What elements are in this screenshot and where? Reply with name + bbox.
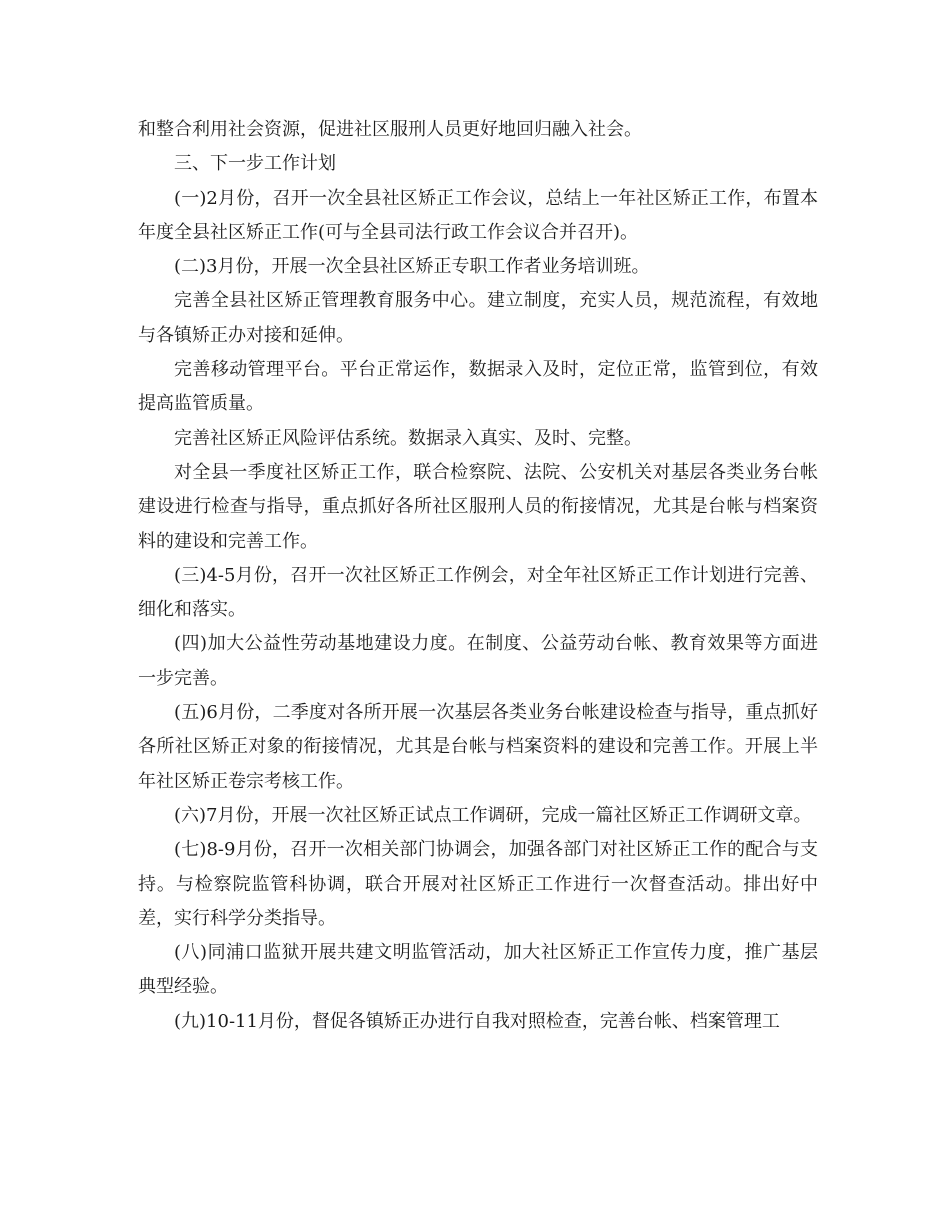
- section-heading: 三、下一步工作计划: [174, 153, 336, 175]
- paragraph-risk-assessment: 完善社区矫正风险评估系统。数据录入真实、及时、完整。: [174, 427, 642, 449]
- paragraph-item-4: (四)加大公益性劳动基地建设力度。在制度、公益劳动台帐、教育效果等方面进一步完善。: [138, 633, 818, 689]
- paragraph-item-2: (二)3月份，开展一次全县社区矫正专职工作者业务培训班。: [174, 256, 650, 278]
- paragraph-item-5: (五)6月份，二季度对各所开展一次基层各类业务台帐建设检查与指导，重点抓好各所社区矫正对象的衔接情况，尤其是台帐与档案资料的建设和完善工作。开展上半年社区矫正卷宗考核工作。: [138, 702, 818, 792]
- paragraph-item-3: (三)4-5月份，召开一次社区矫正工作例会，对全年社区矫正工作计划进行完善、细化和落实。: [138, 564, 818, 621]
- paragraph-mobile-platform: 完善移动管理平台。平台正常运作，数据录入及时，定位正常，监管到位，有效提高监管质量。: [138, 359, 818, 415]
- paragraph-item-9: (九)10-11月份，督促各镇矫正办进行自我对照检查，完善台帐、档案管理工: [174, 1010, 780, 1032]
- paragraph-item-7: (七)8-9月份，召开一次相关部门协调会，加强各部门对社区矫正工作的配合与支持。与检察院监管科协调，联合开展对社区矫正工作进行一次督查活动。排出好中差，实行科学分类指导。: [138, 839, 818, 929]
- paragraph-continuation: 和整合利用社会资源，促进社区服刑人员更好地回归融入社会。: [138, 119, 642, 140]
- paragraph-item-8: (八)同浦口监狱开展共建文明监管活动，加大社区矫正工作宣传力度，推广基层典型经验。: [138, 942, 818, 998]
- document-body: [138, 113, 818, 1039]
- paragraph-service-center: 完善全县社区矫正管理教育服务中心。建立制度，充实人员，规范流程，有效地与各镇矫正办对接和延伸。: [138, 290, 818, 346]
- paragraph-q1-inspection: 对全县一季度社区矫正工作，联合检察院、法院、公安机关对基层各类业务台帐建设进行检查与指导，重点抓好各所社区服刑人员的衔接情况，尤其是台帐与档案资料的建设和完善工作。: [138, 461, 818, 552]
- paragraph-item-1: (一)2月份，召开一次全县社区矫正工作会议，总结上一年社区矫正工作，布置本年度全县社区矫正工作(可与全县司法行政工作会议合并召开)。: [138, 187, 818, 243]
- paragraph-item-6: (六)7月份，开展一次社区矫正试点工作调研，完成一篇社区矫正工作调研文章。: [174, 804, 812, 826]
